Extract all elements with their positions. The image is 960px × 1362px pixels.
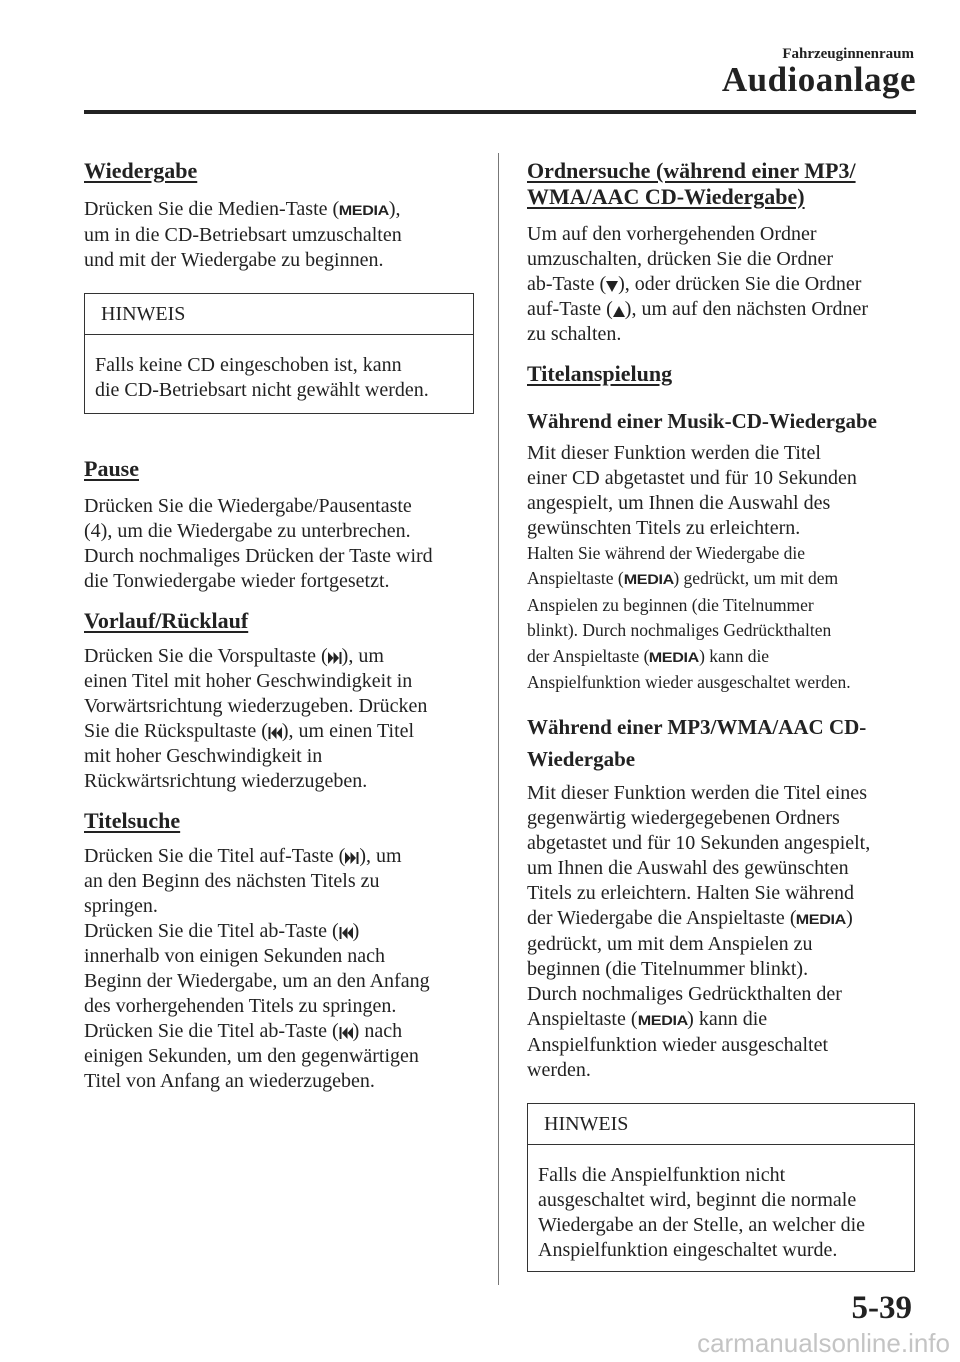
text-line: Durch nochmaliges Drücken der Taste wird [84, 545, 433, 567]
text-line: gewünschten Titels zu erleichtern. [527, 517, 801, 539]
text-line: die CD-Betriebsart nicht gewählt werden. [95, 379, 429, 401]
fast-forward-icon [328, 651, 342, 665]
text-line: Anspielfunktion wieder ausgeschaltet werden. [527, 672, 851, 693]
text-line: an den Beginn des nächsten Titels zu [84, 870, 380, 892]
text-line: Rückwärtsrichtung wiederzugeben. [84, 770, 368, 792]
wiedergabe-text [84, 197, 474, 273]
subsection-musik-cd [527, 405, 922, 695]
text-line: Wiedergabe an der Stelle, an welcher die [538, 1214, 866, 1237]
text-line: auf-Taste ( ), um auf den nächsten Ordner [527, 298, 869, 320]
text-line: zu schalten. [527, 323, 622, 345]
section-ordnersuche [527, 158, 922, 347]
section-titelanspielung [527, 361, 922, 1083]
text-line: angespielt, um Ihnen die Auswahl des [527, 492, 831, 514]
text-line: ab-Taste ( ), oder drücken Sie die Ordner [527, 273, 862, 295]
heading-wiedergabe: Wiedergabe [84, 158, 198, 183]
text-line: Drücken Sie die Wiedergabe/Pausentaste [84, 495, 412, 517]
text-line: einer CD abgetastet und für 10 Sekunden [527, 467, 857, 489]
text-line: (4), um die Wiedergabe zu unterbrechen. [84, 520, 411, 542]
text-line: einen Titel mit hoher Geschwindigkeit in [84, 670, 413, 692]
text-line: Während einer MP3/WMA/AAC CD- [527, 715, 867, 740]
text-line: Vorwärtsrichtung wiederzugeben. Drücken [84, 695, 428, 717]
media-button-icon: MEDIA [796, 911, 847, 928]
text-line: Sie die Rückspultaste ( ), um einen Titel [84, 720, 415, 742]
note-title: HINWEIS [528, 1104, 914, 1145]
text-line: Drücken Sie die Vorspultaste ( ), um [84, 645, 384, 667]
column-divider [498, 153, 499, 1285]
rewind-icon [268, 726, 282, 740]
text-line: Anspielfunktion wieder ausgeschaltet [527, 1034, 829, 1057]
text-line: Durch nochmaliges Gedrückthalten der [527, 983, 842, 1006]
text-line: Titel von Anfang an wiederzugeben. [84, 1070, 375, 1092]
subheading-musik-cd: Während einer Musik-CD-Wiedergabe [527, 409, 877, 433]
text-line: Anspielen zu beginnen (die Titelnummer [527, 594, 814, 615]
text-line: um in die CD-Betriebsart umzuschalten [84, 224, 402, 246]
text-line: Drücken Sie die Titel auf-Taste ( ), um [84, 845, 402, 867]
text-line: einigen Sekunden, um den gegenwärtigen [84, 1045, 419, 1067]
text-line: werden. [527, 1059, 591, 1082]
media-button-icon: MEDIA [623, 571, 674, 588]
text-line: gedrückt, um mit dem Anspielen zu [527, 933, 813, 956]
section-vorlauf [84, 608, 474, 794]
text-line: Wiedergabe [527, 747, 636, 772]
pause-text [84, 494, 474, 594]
down-triangle-icon [606, 279, 618, 293]
text-line: des vorhergehenden Titels zu springen. [84, 995, 397, 1017]
heading-titelanspielung: Titelanspielung [527, 361, 673, 386]
text-line: und mit der Wiedergabe zu beginnen. [84, 249, 384, 271]
heading-pause: Pause [84, 456, 139, 481]
mp3-text [527, 781, 922, 1083]
section-label: Fahrzeuginnenraum [782, 46, 914, 62]
heading-titelsuche: Titelsuche [84, 808, 181, 833]
section-pause [84, 456, 474, 594]
page-number: 5-39 [851, 1290, 912, 1326]
text-line: Mit dieser Funktion werden die Titel [527, 442, 821, 464]
subsection-mp3 [527, 711, 922, 1083]
text-line: Anspielfunktion eingeschaltet wurde. [538, 1239, 838, 1262]
text-line: Falls die Anspielfunktion nicht [538, 1164, 786, 1187]
media-button-icon: MEDIA [649, 648, 700, 665]
section-titelsuche [84, 808, 474, 1094]
titelsuche-text [84, 844, 474, 1094]
left-column [84, 158, 474, 1094]
rewind-icon [339, 926, 353, 940]
note-box-cd [84, 293, 474, 414]
text-line: beginnen (die Titelnummer blinkt). [527, 958, 809, 981]
text-line: Drücken Sie die Titel ab-Taste ( ) nach [84, 1020, 403, 1042]
heading-ordnersuche [527, 158, 922, 210]
text-line: Titels zu erleichtern. Halten Sie während [527, 882, 854, 905]
ordnersuche-text [527, 222, 922, 347]
text-line: springen. [84, 895, 158, 917]
text-line: Falls keine CD eingeschoben ist, kann [95, 354, 402, 376]
text-line: gegenwärtig wiedergegebenen Ordners [527, 807, 840, 830]
text-line: Drücken Sie die Titel ab-Taste ( ) [84, 920, 360, 942]
text-line: die Tonwiedergabe wieder fortgesetzt. [84, 570, 390, 592]
subheading-mp3 [527, 711, 922, 775]
musik-cd-small-text [527, 541, 922, 695]
page-title: Audioanlage [721, 60, 916, 99]
note-title: HINWEIS [85, 294, 473, 335]
watermark: carmanualsonline.info [697, 1328, 950, 1358]
text-line: blinkt). Durch nochmaliges Gedrückthalten [527, 620, 832, 641]
section-wiedergabe [84, 158, 474, 273]
note-text [528, 1145, 914, 1277]
text-line: Mit dieser Funktion werden die Titel eines [527, 782, 867, 805]
right-column [527, 158, 922, 1272]
text-line: ausgeschaltet wird, beginnt die normale [538, 1189, 857, 1212]
text-line: umzuschalten, drücken Sie die Ordner [527, 248, 834, 270]
text-line: Anspieltaste (MEDIA) kann die [527, 1007, 922, 1033]
text-line: Ordnersuche (während einer MP3/ [527, 158, 856, 183]
text-line: abgetastet und für 10 Sekunden angespielt, [527, 832, 871, 855]
text-line: der Wiedergabe die Anspieltaste (MEDIA) [527, 906, 922, 932]
text-line: Anspieltaste (MEDIA) gedrückt, um mit dem [527, 566, 922, 592]
media-button-icon: MEDIA [338, 202, 390, 218]
text-line: der Anspieltaste (MEDIA) kann die [527, 644, 922, 670]
text-line: WMA/AAC CD-Wiedergabe) [527, 184, 805, 209]
musik-cd-text [527, 441, 922, 541]
vorlauf-text [84, 644, 474, 794]
text-line: Drücken Sie die Medien-Taste (MEDIA), [84, 197, 474, 223]
media-button-icon: MEDIA [637, 1012, 688, 1029]
fast-forward-icon [345, 851, 359, 865]
heading-vorlauf: Vorlauf/Rücklauf [84, 608, 249, 633]
rewind-icon [339, 1026, 353, 1040]
header-rule [84, 110, 916, 114]
up-triangle-icon [613, 304, 625, 318]
text-line: Um auf den vorhergehenden Ordner [527, 223, 817, 245]
note-box-anspiel [527, 1103, 915, 1272]
text-line: innerhalb von einigen Sekunden nach [84, 945, 386, 967]
text-line: Beginn der Wiedergabe, um an den Anfang [84, 970, 430, 992]
text-line: Halten Sie während der Wiedergabe die [527, 543, 806, 563]
text-line: mit hoher Geschwindigkeit in [84, 745, 323, 767]
note-text [85, 335, 473, 417]
text-line: um Ihnen die Auswahl des gewünschten [527, 857, 849, 880]
